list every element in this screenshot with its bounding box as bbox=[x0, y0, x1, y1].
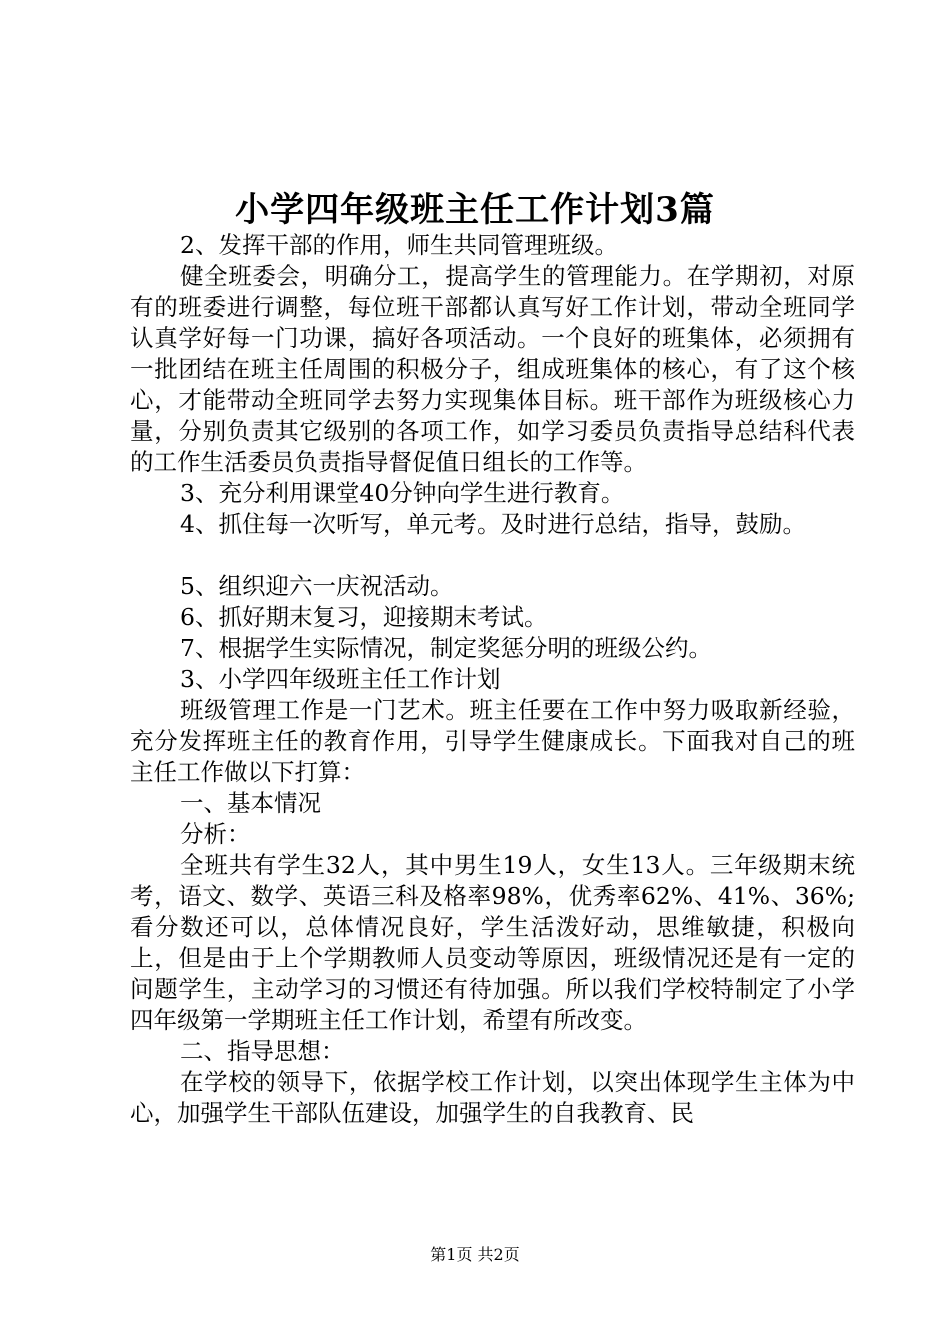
section-subheading-analysis: 分析： bbox=[180, 820, 251, 848]
paragraph-item-5: 5、组织迎六一庆祝活动。 bbox=[180, 572, 454, 600]
paragraph-intro: 班级管理工作是一门艺术。班主任要在工作中努力吸取新经验，充分发挥班主任的教育作用，引导学生健康成长。下面我对自己的班主任工作做以下打算： bbox=[130, 696, 855, 786]
paragraph-item-3: 3、充分利用课堂40分钟向学生进行教育。 bbox=[180, 479, 625, 507]
paragraph-class-committee: 健全班委会，明确分工，提高学生的管理能力。在学期初，对原有的班委进行调整，每位班干部都认真写好工作计划，带动全班同学认真学好每一门功课，搞好各项活动。一个良好的班集体，必须拥有一批团结在班主任周围的积极分子，组成班集体的核心，有了这个核心，才能带动全班同学去努力实现集体目标。班干部作为班级核心力量，分别负责其它级别的各项工作，如学习委员负责指导总结科代表的工作生活委员负责指导督促值日组长的工作等。 bbox=[130, 262, 855, 476]
paragraph-item-2: 2、发挥干部的作用，师生共同管理班级。 bbox=[180, 231, 618, 259]
document-title: 小学四年级班主任工作计划3篇 bbox=[235, 190, 715, 230]
page-number-footer: 第1页 共2页 bbox=[430, 1245, 520, 1264]
section-heading-plan-3: 3、小学四年级班主任工作计划 bbox=[180, 665, 501, 693]
document-body bbox=[130, 230, 855, 1129]
paragraph-class-statistics: 全班共有学生32人，其中男生19人，女生13人。三年级期末统考，语文、数学、英语三科及格率98%，优秀率62%、41%、36%;看分数还可以，总体情况良好，学生活泼好动，思维敏捷，积极向上，但是由于上个学期教师人员变动等原因，班级情况还是有一定的问题学生，主动学习的习惯还有待加强。所以我们学校特制定了小学四年级第一学期班主任工作计划，希望有所改变。 bbox=[130, 851, 855, 1034]
section-heading-basic-situation: 一、基本情况 bbox=[180, 789, 321, 817]
paragraph-guiding-ideas: 在学校的领导下，依据学校工作计划，以突出体现学生主体为中心，加强学生干部队伍建设，加强学生的自我教育、民 bbox=[130, 1068, 855, 1127]
paragraph-item-7: 7、根据学生实际情况，制定奖惩分明的班级公约。 bbox=[180, 634, 712, 662]
paragraph-item-6: 6、抓好期末复习，迎接期末考试。 bbox=[180, 603, 548, 631]
paragraph-item-4: 4、抓住每一次听写，单元考。及时进行总结，指导，鼓励。 bbox=[180, 510, 806, 538]
section-heading-guiding-ideas: 二、指导思想： bbox=[180, 1037, 345, 1065]
